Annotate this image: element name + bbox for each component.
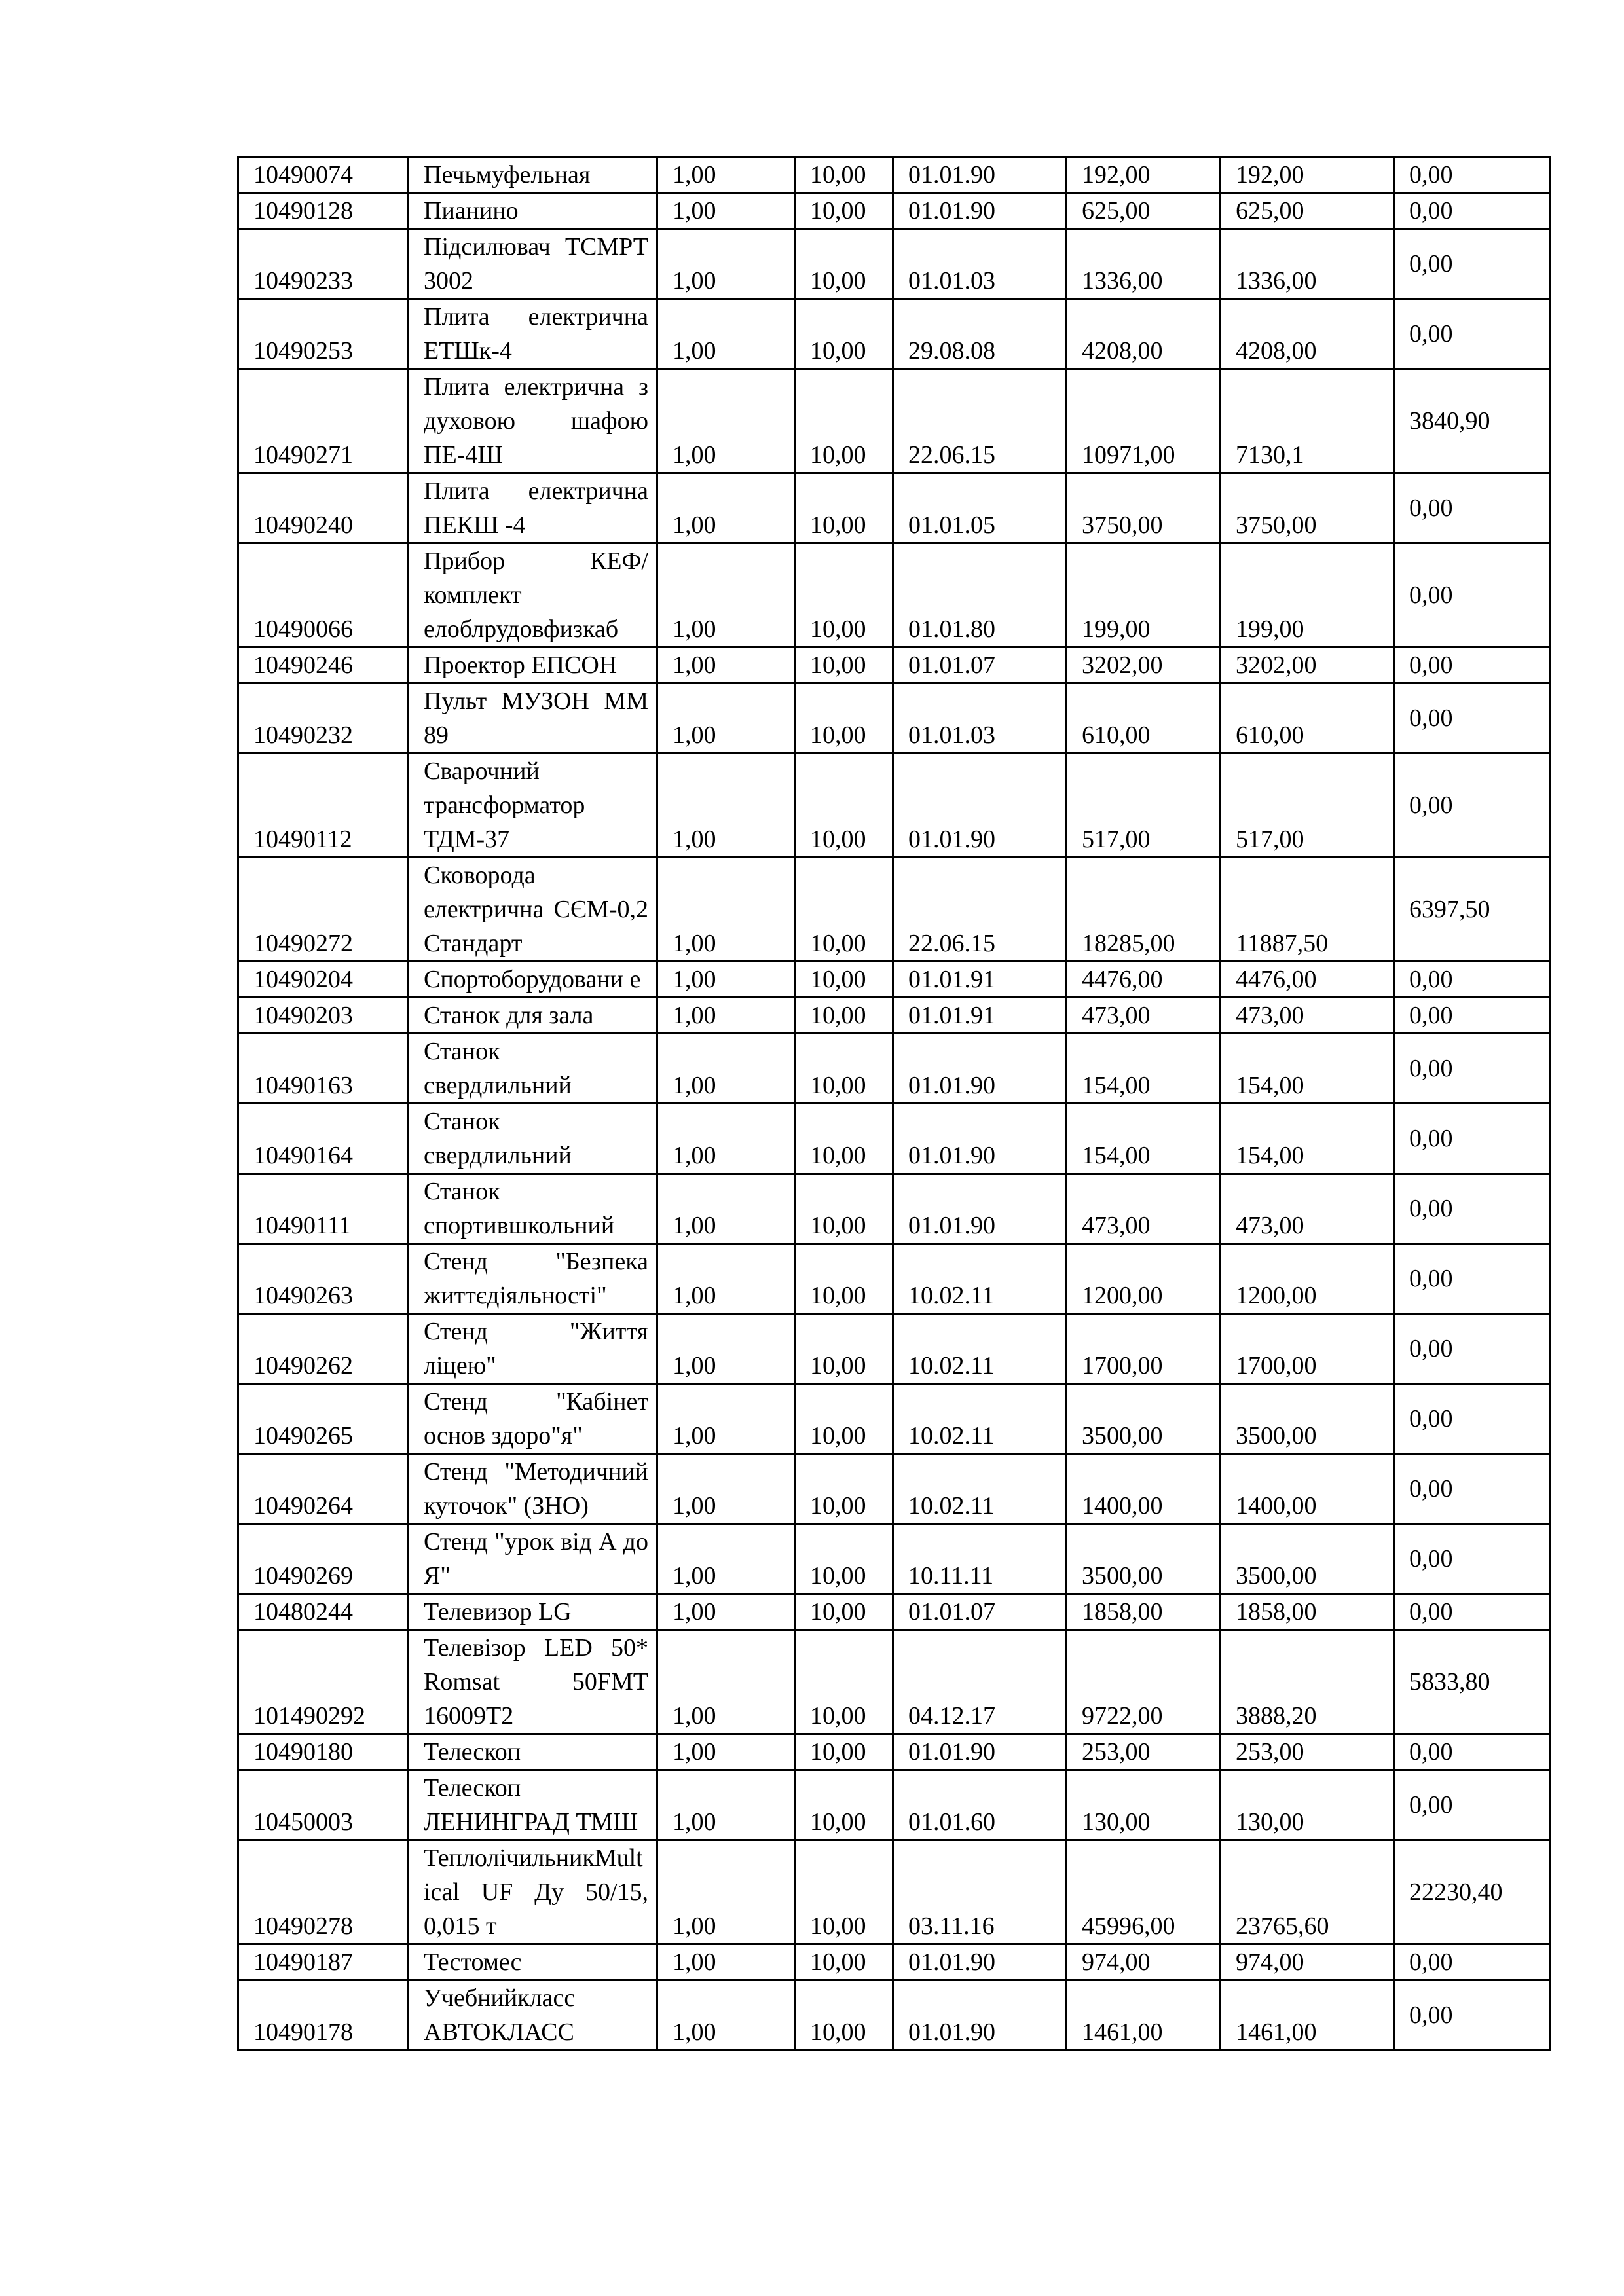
depreciation-cell: 1200,00 xyxy=(1221,1244,1394,1314)
quantity-cell: 1,00 xyxy=(657,473,795,543)
rate-cell: 10,00 xyxy=(795,193,893,229)
rate-cell: 10,00 xyxy=(795,858,893,962)
inventory-number-cell: 10490128 xyxy=(238,193,409,229)
inventory-number-cell: 10490187 xyxy=(238,1944,409,1980)
quantity-cell: 1,00 xyxy=(657,1630,795,1734)
residual-value-cell: 5833,80 xyxy=(1394,1630,1550,1734)
depreciation-cell: 974,00 xyxy=(1221,1944,1394,1980)
quantity-cell: 1,00 xyxy=(657,157,795,193)
cost-cell: 192,00 xyxy=(1067,157,1221,193)
residual-value-cell: 0,00 xyxy=(1394,1770,1550,1840)
depreciation-cell: 23765,60 xyxy=(1221,1840,1394,1944)
residual-value-cell: 0,00 xyxy=(1394,1034,1550,1104)
depreciation-cell: 3500,00 xyxy=(1221,1524,1394,1594)
date-cell: 10.02.11 xyxy=(893,1244,1067,1314)
item-name-cell: Підсилювач ТСМРТ 3002 xyxy=(409,229,657,299)
inventory-number-cell: 10490263 xyxy=(238,1244,409,1314)
table-row xyxy=(238,1630,1550,1734)
date-cell: 03.11.16 xyxy=(893,1840,1067,1944)
residual-value-cell: 0,00 xyxy=(1394,998,1550,1034)
rate-cell: 10,00 xyxy=(795,1734,893,1770)
rate-cell: 10,00 xyxy=(795,1104,893,1174)
date-cell: 01.01.03 xyxy=(893,229,1067,299)
inventory-number-cell: 10490253 xyxy=(238,299,409,369)
table-row xyxy=(238,1524,1550,1594)
date-cell: 22.06.15 xyxy=(893,369,1067,473)
table-row xyxy=(238,683,1550,754)
residual-value-cell: 22230,40 xyxy=(1394,1840,1550,1944)
depreciation-cell: 625,00 xyxy=(1221,193,1394,229)
item-name-cell: Стенд "Кабінет основ здоро"я" xyxy=(409,1384,657,1454)
rate-cell: 10,00 xyxy=(795,1384,893,1454)
date-cell: 01.01.90 xyxy=(893,1174,1067,1244)
rate-cell: 10,00 xyxy=(795,1244,893,1314)
inventory-number-cell: 10490111 xyxy=(238,1174,409,1244)
inventory-number-cell: 10490164 xyxy=(238,1104,409,1174)
rate-cell: 10,00 xyxy=(795,1630,893,1734)
rate-cell: 10,00 xyxy=(795,157,893,193)
cost-cell: 4476,00 xyxy=(1067,962,1221,998)
cost-cell: 974,00 xyxy=(1067,1944,1221,1980)
quantity-cell: 1,00 xyxy=(657,1174,795,1244)
residual-value-cell: 0,00 xyxy=(1394,683,1550,754)
item-name-cell: Стенд "Безпека життєдіяльності" xyxy=(409,1244,657,1314)
residual-value-cell: 0,00 xyxy=(1394,962,1550,998)
inventory-number-cell: 101490292 xyxy=(238,1630,409,1734)
inventory-number-cell: 10490163 xyxy=(238,1034,409,1104)
item-name-cell: Сковорода електрична СЄМ-0,2 Стандарт xyxy=(409,858,657,962)
cost-cell: 130,00 xyxy=(1067,1770,1221,1840)
residual-value-cell: 0,00 xyxy=(1394,1174,1550,1244)
cost-cell: 517,00 xyxy=(1067,754,1221,858)
rate-cell: 10,00 xyxy=(795,543,893,647)
depreciation-cell: 154,00 xyxy=(1221,1034,1394,1104)
item-name-cell: Печьмуфельная xyxy=(409,157,657,193)
date-cell: 29.08.08 xyxy=(893,299,1067,369)
residual-value-cell: 0,00 xyxy=(1394,1524,1550,1594)
cost-cell: 1200,00 xyxy=(1067,1244,1221,1314)
inventory-number-cell: 10490204 xyxy=(238,962,409,998)
depreciation-cell: 154,00 xyxy=(1221,1104,1394,1174)
item-name-cell: Спортоборудовани е xyxy=(409,962,657,998)
cost-cell: 18285,00 xyxy=(1067,858,1221,962)
inventory-number-cell: 10450003 xyxy=(238,1770,409,1840)
rate-cell: 10,00 xyxy=(795,1174,893,1244)
quantity-cell: 1,00 xyxy=(657,369,795,473)
cost-cell: 10971,00 xyxy=(1067,369,1221,473)
date-cell: 01.01.60 xyxy=(893,1770,1067,1840)
rate-cell: 10,00 xyxy=(795,1980,893,2050)
item-name-cell: Станок для зала xyxy=(409,998,657,1034)
cost-cell: 625,00 xyxy=(1067,193,1221,229)
rate-cell: 10,00 xyxy=(795,229,893,299)
cost-cell: 473,00 xyxy=(1067,998,1221,1034)
rate-cell: 10,00 xyxy=(795,1454,893,1524)
quantity-cell: 1,00 xyxy=(657,683,795,754)
date-cell: 04.12.17 xyxy=(893,1630,1067,1734)
residual-value-cell: 3840,90 xyxy=(1394,369,1550,473)
table-row xyxy=(238,1594,1550,1630)
quantity-cell: 1,00 xyxy=(657,543,795,647)
inventory-number-cell: 10490264 xyxy=(238,1454,409,1524)
residual-value-cell: 0,00 xyxy=(1394,1454,1550,1524)
table-row xyxy=(238,1104,1550,1174)
depreciation-cell: 3888,20 xyxy=(1221,1630,1394,1734)
quantity-cell: 1,00 xyxy=(657,754,795,858)
residual-value-cell: 0,00 xyxy=(1394,1314,1550,1384)
item-name-cell: Станок свердлильний xyxy=(409,1034,657,1104)
date-cell: 01.01.90 xyxy=(893,157,1067,193)
date-cell: 10.02.11 xyxy=(893,1454,1067,1524)
residual-value-cell: 0,00 xyxy=(1394,157,1550,193)
quantity-cell: 1,00 xyxy=(657,647,795,683)
quantity-cell: 1,00 xyxy=(657,1524,795,1594)
table-row xyxy=(238,962,1550,998)
cost-cell: 9722,00 xyxy=(1067,1630,1221,1734)
cost-cell: 3500,00 xyxy=(1067,1384,1221,1454)
item-name-cell: Станок свердлильний xyxy=(409,1104,657,1174)
depreciation-cell: 4208,00 xyxy=(1221,299,1394,369)
quantity-cell: 1,00 xyxy=(657,1770,795,1840)
table-row xyxy=(238,157,1550,193)
table-row xyxy=(238,1454,1550,1524)
residual-value-cell: 0,00 xyxy=(1394,1384,1550,1454)
depreciation-cell: 1400,00 xyxy=(1221,1454,1394,1524)
date-cell: 10.11.11 xyxy=(893,1524,1067,1594)
quantity-cell: 1,00 xyxy=(657,1244,795,1314)
inventory-number-cell: 10490265 xyxy=(238,1384,409,1454)
residual-value-cell: 0,00 xyxy=(1394,299,1550,369)
inventory-number-cell: 10490178 xyxy=(238,1980,409,2050)
cost-cell: 1336,00 xyxy=(1067,229,1221,299)
rate-cell: 10,00 xyxy=(795,369,893,473)
item-name-cell: Плита електрична з духовою шафою ПЕ-4Ш xyxy=(409,369,657,473)
quantity-cell: 1,00 xyxy=(657,1454,795,1524)
residual-value-cell: 0,00 xyxy=(1394,1734,1550,1770)
table-row xyxy=(238,1244,1550,1314)
rate-cell: 10,00 xyxy=(795,473,893,543)
depreciation-cell: 199,00 xyxy=(1221,543,1394,647)
depreciation-cell: 1336,00 xyxy=(1221,229,1394,299)
quantity-cell: 1,00 xyxy=(657,1980,795,2050)
table-row xyxy=(238,1770,1550,1840)
date-cell: 01.01.90 xyxy=(893,1980,1067,2050)
cost-cell: 1400,00 xyxy=(1067,1454,1221,1524)
cost-cell: 253,00 xyxy=(1067,1734,1221,1770)
quantity-cell: 1,00 xyxy=(657,193,795,229)
table-row xyxy=(238,193,1550,229)
residual-value-cell: 0,00 xyxy=(1394,543,1550,647)
inventory-number-cell: 10490112 xyxy=(238,754,409,858)
residual-value-cell: 0,00 xyxy=(1394,1594,1550,1630)
item-name-cell: Станок спортившкольний xyxy=(409,1174,657,1244)
depreciation-cell: 473,00 xyxy=(1221,1174,1394,1244)
inventory-number-cell: 10490269 xyxy=(238,1524,409,1594)
inventory-number-cell: 10490262 xyxy=(238,1314,409,1384)
rate-cell: 10,00 xyxy=(795,1770,893,1840)
depreciation-cell: 610,00 xyxy=(1221,683,1394,754)
residual-value-cell: 0,00 xyxy=(1394,1244,1550,1314)
item-name-cell: Стенд "урок від А до Я" xyxy=(409,1524,657,1594)
residual-value-cell: 0,00 xyxy=(1394,647,1550,683)
item-name-cell: Телескоп xyxy=(409,1734,657,1770)
quantity-cell: 1,00 xyxy=(657,962,795,998)
residual-value-cell: 0,00 xyxy=(1394,754,1550,858)
table-row xyxy=(238,543,1550,647)
inventory-number-cell: 10480244 xyxy=(238,1594,409,1630)
item-name-cell: Телевизор LG xyxy=(409,1594,657,1630)
rate-cell: 10,00 xyxy=(795,962,893,998)
depreciation-cell: 130,00 xyxy=(1221,1770,1394,1840)
table-row xyxy=(238,1734,1550,1770)
date-cell: 01.01.07 xyxy=(893,1594,1067,1630)
residual-value-cell: 0,00 xyxy=(1394,193,1550,229)
depreciation-cell: 253,00 xyxy=(1221,1734,1394,1770)
cost-cell: 610,00 xyxy=(1067,683,1221,754)
quantity-cell: 1,00 xyxy=(657,858,795,962)
item-name-cell: Сварочний трансформатор ТДМ-37 xyxy=(409,754,657,858)
depreciation-cell: 11887,50 xyxy=(1221,858,1394,962)
table-row xyxy=(238,754,1550,858)
item-name-cell: Плита електрична ПЕКШ -4 xyxy=(409,473,657,543)
date-cell: 10.02.11 xyxy=(893,1314,1067,1384)
quantity-cell: 1,00 xyxy=(657,299,795,369)
residual-value-cell: 0,00 xyxy=(1394,1944,1550,1980)
table-row xyxy=(238,473,1550,543)
table-row xyxy=(238,1034,1550,1104)
item-name-cell: Учебнийкласс АВТОКЛАСС xyxy=(409,1980,657,2050)
table-row xyxy=(238,998,1550,1034)
quantity-cell: 1,00 xyxy=(657,1840,795,1944)
quantity-cell: 1,00 xyxy=(657,998,795,1034)
cost-cell: 1700,00 xyxy=(1067,1314,1221,1384)
cost-cell: 3750,00 xyxy=(1067,473,1221,543)
table-row xyxy=(238,1174,1550,1244)
inventory-number-cell: 10490074 xyxy=(238,157,409,193)
rate-cell: 10,00 xyxy=(795,1314,893,1384)
date-cell: 01.01.90 xyxy=(893,1734,1067,1770)
depreciation-cell: 192,00 xyxy=(1221,157,1394,193)
date-cell: 01.01.07 xyxy=(893,647,1067,683)
inventory-number-cell: 10490066 xyxy=(238,543,409,647)
cost-cell: 154,00 xyxy=(1067,1034,1221,1104)
depreciation-cell: 3202,00 xyxy=(1221,647,1394,683)
cost-cell: 3500,00 xyxy=(1067,1524,1221,1594)
table-row xyxy=(238,1980,1550,2050)
rate-cell: 10,00 xyxy=(795,647,893,683)
rate-cell: 10,00 xyxy=(795,1524,893,1594)
table-row xyxy=(238,229,1550,299)
cost-cell: 1858,00 xyxy=(1067,1594,1221,1630)
inventory-table xyxy=(237,156,1551,2051)
item-name-cell: Прибор КЕФ/комплект елоблрудовфизкаб xyxy=(409,543,657,647)
depreciation-cell: 1461,00 xyxy=(1221,1980,1394,2050)
residual-value-cell: 0,00 xyxy=(1394,1980,1550,2050)
item-name-cell: Проектор ЕПСОН xyxy=(409,647,657,683)
quantity-cell: 1,00 xyxy=(657,1314,795,1384)
cost-cell: 1461,00 xyxy=(1067,1980,1221,2050)
inventory-number-cell: 10490203 xyxy=(238,998,409,1034)
rate-cell: 10,00 xyxy=(795,1594,893,1630)
table-row xyxy=(238,1384,1550,1454)
table-row xyxy=(238,647,1550,683)
table-row xyxy=(238,1944,1550,1980)
item-name-cell: Телескоп ЛЕНИНГРАД ТМШ xyxy=(409,1770,657,1840)
date-cell: 01.01.05 xyxy=(893,473,1067,543)
inventory-number-cell: 10490246 xyxy=(238,647,409,683)
rate-cell: 10,00 xyxy=(795,299,893,369)
cost-cell: 473,00 xyxy=(1067,1174,1221,1244)
date-cell: 01.01.91 xyxy=(893,962,1067,998)
residual-value-cell: 0,00 xyxy=(1394,1104,1550,1174)
date-cell: 01.01.80 xyxy=(893,543,1067,647)
quantity-cell: 1,00 xyxy=(657,1944,795,1980)
item-name-cell: Стенд "Методичний куточок" (ЗНО) xyxy=(409,1454,657,1524)
rate-cell: 10,00 xyxy=(795,683,893,754)
rate-cell: 10,00 xyxy=(795,998,893,1034)
depreciation-cell: 1858,00 xyxy=(1221,1594,1394,1630)
quantity-cell: 1,00 xyxy=(657,1734,795,1770)
date-cell: 01.01.90 xyxy=(893,1944,1067,1980)
date-cell: 01.01.91 xyxy=(893,998,1067,1034)
depreciation-cell: 7130,1 xyxy=(1221,369,1394,473)
depreciation-cell: 517,00 xyxy=(1221,754,1394,858)
rate-cell: 10,00 xyxy=(795,1944,893,1980)
residual-value-cell: 0,00 xyxy=(1394,229,1550,299)
item-name-cell: ТеплолічильникMultical UF Ду 50/15, 0,015 т xyxy=(409,1840,657,1944)
date-cell: 22.06.15 xyxy=(893,858,1067,962)
quantity-cell: 1,00 xyxy=(657,1594,795,1630)
depreciation-cell: 1700,00 xyxy=(1221,1314,1394,1384)
cost-cell: 4208,00 xyxy=(1067,299,1221,369)
inventory-number-cell: 10490240 xyxy=(238,473,409,543)
depreciation-cell: 473,00 xyxy=(1221,998,1394,1034)
inventory-number-cell: 10490278 xyxy=(238,1840,409,1944)
cost-cell: 154,00 xyxy=(1067,1104,1221,1174)
inventory-number-cell: 10490271 xyxy=(238,369,409,473)
quantity-cell: 1,00 xyxy=(657,1104,795,1174)
rate-cell: 10,00 xyxy=(795,1840,893,1944)
inventory-number-cell: 10490272 xyxy=(238,858,409,962)
table-row xyxy=(238,369,1550,473)
depreciation-cell: 4476,00 xyxy=(1221,962,1394,998)
rate-cell: 10,00 xyxy=(795,754,893,858)
item-name-cell: Тестомес xyxy=(409,1944,657,1980)
table-row xyxy=(238,858,1550,962)
residual-value-cell: 0,00 xyxy=(1394,473,1550,543)
depreciation-cell: 3750,00 xyxy=(1221,473,1394,543)
item-name-cell: Плита електрична ЕТШк-4 xyxy=(409,299,657,369)
table-body xyxy=(238,157,1550,2050)
inventory-number-cell: 10490233 xyxy=(238,229,409,299)
date-cell: 01.01.03 xyxy=(893,683,1067,754)
date-cell: 01.01.90 xyxy=(893,754,1067,858)
table-row xyxy=(238,1314,1550,1384)
table-row xyxy=(238,299,1550,369)
quantity-cell: 1,00 xyxy=(657,1384,795,1454)
inventory-number-cell: 10490232 xyxy=(238,683,409,754)
item-name-cell: Стенд "Життя ліцею" xyxy=(409,1314,657,1384)
quantity-cell: 1,00 xyxy=(657,1034,795,1104)
date-cell: 10.02.11 xyxy=(893,1384,1067,1454)
table-row xyxy=(238,1840,1550,1944)
date-cell: 01.01.90 xyxy=(893,1034,1067,1104)
item-name-cell: Телевізор LED 50* Romsat 50FMT 16009T2 xyxy=(409,1630,657,1734)
item-name-cell: Пульт МУЗОН ММ 89 xyxy=(409,683,657,754)
date-cell: 01.01.90 xyxy=(893,193,1067,229)
rate-cell: 10,00 xyxy=(795,1034,893,1104)
item-name-cell: Пианино xyxy=(409,193,657,229)
cost-cell: 199,00 xyxy=(1067,543,1221,647)
cost-cell: 3202,00 xyxy=(1067,647,1221,683)
quantity-cell: 1,00 xyxy=(657,229,795,299)
depreciation-cell: 3500,00 xyxy=(1221,1384,1394,1454)
residual-value-cell: 6397,50 xyxy=(1394,858,1550,962)
date-cell: 01.01.90 xyxy=(893,1104,1067,1174)
cost-cell: 45996,00 xyxy=(1067,1840,1221,1944)
inventory-number-cell: 10490180 xyxy=(238,1734,409,1770)
